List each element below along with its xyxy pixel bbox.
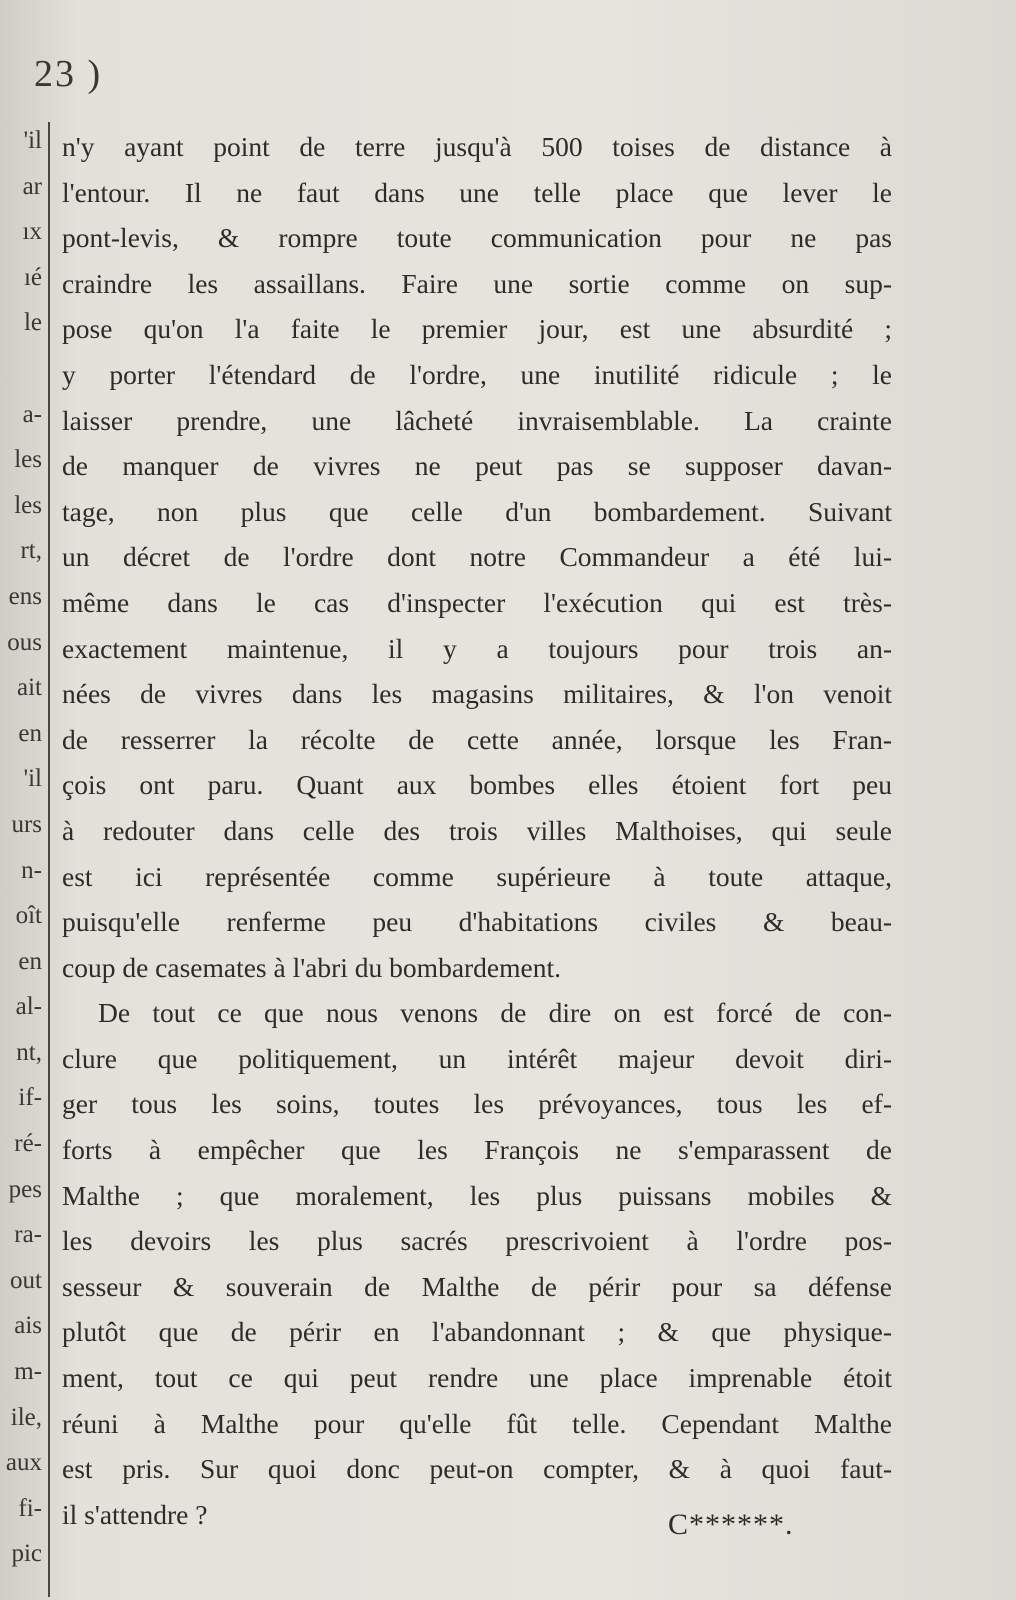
margin-fragment: ens <box>8 582 42 610</box>
margin-fragment: ré- <box>14 1130 42 1158</box>
text-line: forts à empêcher que les François ne s'emparassent de <box>62 1134 892 1166</box>
adjacent-page-margin-text <box>0 118 42 1577</box>
text-line: sesseur & souverain de Malthe de périr pour sa défense <box>62 1270 892 1302</box>
text-line: plutôt que de périr en l'abandonnant ; & que physique- <box>62 1316 892 1348</box>
margin-fragment: a- <box>22 400 42 428</box>
margin-fragment: oît <box>15 902 42 930</box>
margin-fragment: les <box>14 491 42 519</box>
margin-fragment: fi- <box>18 1494 42 1522</box>
margin-fragment: pes <box>8 1175 42 1203</box>
margin-fragment: 'il <box>23 765 42 793</box>
margin-fragment: ile, <box>10 1403 42 1431</box>
margin-fragment: urs <box>11 810 42 838</box>
paragraph-1 <box>62 124 892 990</box>
margin-fragment: if- <box>18 1084 42 1112</box>
margin-fragment: aux <box>5 1449 42 1477</box>
text-line: n'y ayant point de terre jusqu'à 500 toises de distance à <box>62 131 892 162</box>
text-line: puisqu'elle renferme peu d'habitations civiles & beau- <box>62 906 892 938</box>
text-line: tage, non plus que celle d'un bombardement. Suivant <box>62 495 892 527</box>
text-line: pont-levis, & rompre toute communication pour ne pas <box>62 222 892 254</box>
text-line: de manquer de vivres ne peut pas se supposer davan- <box>62 450 892 482</box>
margin-fragment: ous <box>7 628 42 656</box>
text-line: coup de casemates à l'abri du bombardement. <box>62 951 562 983</box>
signature: C******. <box>668 1508 794 1541</box>
text-line: clure que politiquement, un intérêt majeur devoit diri- <box>62 1042 892 1074</box>
text-line: ger tous les soins, toutes les prévoyances, tous les ef- <box>62 1088 892 1120</box>
text-line: laisser prendre, une lâcheté invraisemblable. La crainte <box>62 404 892 436</box>
text-line: exactement maintenue, il y a toujours pour trois an- <box>62 632 892 664</box>
page-number: 23 ) <box>34 53 103 95</box>
margin-fragment <box>0 346 42 392</box>
text-line: pose qu'on l'a faite le premier jour, est une absurdité ; <box>62 313 892 345</box>
margin-fragment: le <box>23 309 42 337</box>
margin-fragment: en <box>18 947 42 975</box>
margin-fragment: m- <box>14 1358 42 1386</box>
margin-fragment: ait <box>17 674 42 702</box>
text-line: les devoirs les plus sacrés prescrivoient à l'ordre pos- <box>62 1225 892 1257</box>
margin-fragment: n- <box>21 856 42 884</box>
margin-fragment: out <box>10 1266 42 1294</box>
margin-fragment: ıé <box>23 263 42 291</box>
text-line: est ici représentée comme supérieure à toute attaque, <box>62 860 892 892</box>
paragraph-2 <box>62 990 892 1537</box>
text-line: De tout ce que nous venons de dire on est forcé de con- <box>98 997 892 1029</box>
margin-fragment: pic <box>11 1540 42 1568</box>
margin-fragment: ra- <box>14 1221 42 1249</box>
text-line: ment, tout ce qui peut rendre une place imprenable étoit <box>62 1362 892 1394</box>
text-line: même dans le cas d'inspecter l'exécution qui est très- <box>62 586 892 618</box>
margin-fragment: les <box>14 446 42 474</box>
margin-fragment: 'il <box>23 127 42 154</box>
text-line: il s'attendre ? <box>62 1498 208 1530</box>
margin-fragment: ıx <box>22 218 42 246</box>
body-text <box>62 124 892 1537</box>
margin-fragment: rt, <box>20 537 42 565</box>
margin-fragment: al- <box>15 993 42 1021</box>
text-line: y porter l'étendard de l'ordre, une inutilité ridicule ; le <box>62 358 892 390</box>
margin-fragment: en <box>18 719 42 747</box>
column-rule <box>48 122 50 1597</box>
text-line: nées de vivres dans les magasins militaires, & l'on venoit <box>62 678 892 710</box>
margin-fragment: nt, <box>16 1038 42 1066</box>
text-line: l'entour. Il ne faut dans une telle place que lever le <box>62 176 892 208</box>
margin-fragment: ais <box>14 1312 42 1340</box>
text-line: de resserrer la récolte de cette année, lorsque les Fran- <box>62 723 892 755</box>
text-line: un décret de l'ordre dont notre Commandeur a été lui- <box>62 541 892 573</box>
text-line: réuni à Malthe pour qu'elle fût telle. Cependant Malthe <box>62 1407 892 1439</box>
text-line: craindre les assaillans. Faire une sortie comme on sup- <box>62 267 892 299</box>
text-line: çois ont paru. Quant aux bombes elles étoient fort peu <box>62 769 892 801</box>
margin-fragment: ar <box>22 172 42 200</box>
text-line: à redouter dans celle des trois villes Malthoises, qui seule <box>62 814 892 846</box>
text-line: est pris. Sur quoi donc peut-on compter, & à quoi faut- <box>62 1453 892 1485</box>
text-line: Malthe ; que moralement, les plus puissans mobiles & <box>62 1179 892 1211</box>
